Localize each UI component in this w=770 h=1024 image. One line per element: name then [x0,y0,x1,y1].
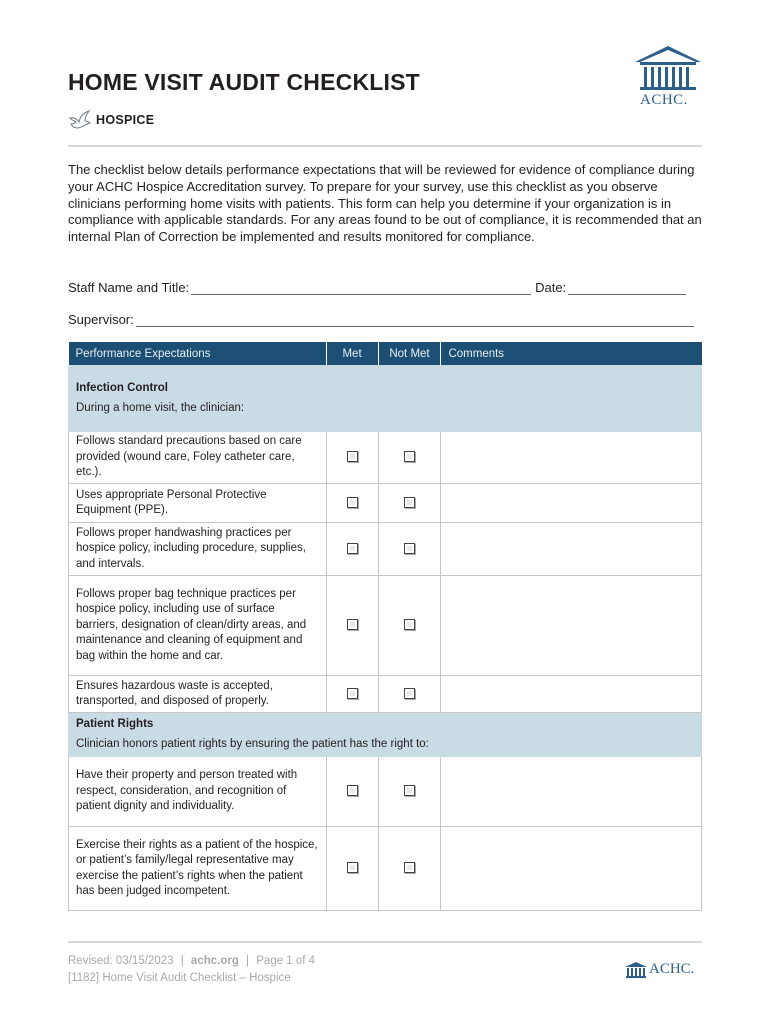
not-met-checkbox[interactable] [404,688,415,699]
section-row-patient-rights [69,713,702,757]
not-met-cell [378,757,441,827]
row-text: Have their property and person treated with respect, consideration, and recognition of patient dignity and individuality. [69,757,327,827]
subtitle-row [68,109,154,131]
comments-cell[interactable] [441,523,702,576]
table-row [69,576,702,676]
row-text: Uses appropriate Personal Protective Equipment (PPE). [69,484,327,523]
dove-icon [68,109,92,131]
section-row-infection-control [69,366,702,432]
checklist-table [68,342,702,911]
section-subtitle: During a home visit, the clinician: [76,401,245,414]
section-cell [69,713,702,757]
not-met-cell [378,827,441,911]
comments-cell[interactable] [441,827,702,911]
comments-cell[interactable] [441,576,702,676]
not-met-cell [378,432,441,484]
not-met-cell [378,576,441,676]
table-row [69,432,702,484]
footer-logo [624,960,704,980]
table-row [69,523,702,576]
footer-page-number: Page 1 of 4 [256,955,316,967]
header-not-met: Not Met [378,342,441,366]
comments-cell[interactable] [441,676,702,713]
row-text: Exercise their rights as a patient of the hospice, or patient’s family/legal representative may exercise the patient’s rights when the patient has been judged incompetent. [69,827,327,911]
section-title: Patient Rights [76,718,154,730]
footer-divider [68,941,702,943]
not-met-checkbox[interactable] [404,862,415,873]
table-row [69,484,702,523]
not-met-checkbox[interactable] [404,497,415,508]
met-cell [326,484,378,523]
met-checkbox[interactable] [347,688,358,699]
met-cell [326,757,378,827]
comments-cell[interactable] [441,757,702,827]
page-title: HOME VISIT AUDIT CHECKLIST [68,69,420,95]
met-checkbox[interactable] [347,862,358,873]
not-met-cell [378,676,441,713]
not-met-checkbox[interactable] [404,451,415,462]
footer-site-link[interactable]: achc.org [190,955,239,967]
not-met-checkbox[interactable] [404,619,415,630]
page-subtitle: HOSPICE [96,113,155,127]
met-checkbox[interactable] [347,497,358,508]
table-row [69,827,702,911]
footer-separator: | [246,955,250,967]
met-cell [326,523,378,576]
supervisor-label: Supervisor: [68,312,134,327]
not-met-cell [378,484,441,523]
met-checkbox[interactable] [347,785,358,796]
table-row [69,757,702,827]
met-cell [326,827,378,911]
row-text: Follows proper bag technique practices per hospice policy, including use of surface barriers, designation of clean/dirty areas, and maintenance and cleaning of equipment and bag within the home and car. [69,576,327,676]
supervisor-field-row [68,312,694,327]
header-met: Met [326,342,378,366]
met-cell [326,676,378,713]
met-cell [326,432,378,484]
met-checkbox[interactable] [347,543,358,554]
row-text: Ensures hazardous waste is accepted, transported, and disposed of properly. [69,676,327,713]
staff-label: Staff Name and Title: [68,280,190,295]
footer-logo-text: ACHC. [649,961,695,977]
date-input[interactable] [568,283,686,295]
footer-revised: Revised: 03/15/2023 [68,955,174,967]
footer-logo-icon [624,961,648,979]
section-cell [69,366,702,432]
row-text: Follows standard precautions based on care provided (wound care, Foley catheter care, etc.). [69,432,327,484]
section-subtitle: Clinician honors patient rights by ensuring the patient has the right to: [76,737,429,750]
met-checkbox[interactable] [347,619,358,630]
section-title: Infection Control [76,382,168,394]
comments-cell[interactable] [441,432,702,484]
met-cell [326,576,378,676]
comments-cell[interactable] [441,484,702,523]
date-label: Date: [535,280,567,295]
table-header-row [69,342,702,366]
staff-name-input[interactable] [191,283,531,295]
met-checkbox[interactable] [347,451,358,462]
row-text: Follows proper handwashing practices per hospice policy, including procedure, supplies, and intervals. [69,523,327,576]
table-row [69,676,702,713]
achc-logo-text: ACHC. [640,92,688,108]
footer-doc-title: [1182] Home Visit Audit Checklist – Hospice [68,972,291,984]
header-divider [68,145,702,147]
intro-paragraph: The checklist below details performance expectations that will be reviewed for evidence of compliance during your ACHC Hospice Accreditation survey. To prepare for your survey, use this checklist as you observe clinicians performing home visits with patients. This form can help you determine if your organization is in compliance with applicable standards. For any areas found to be out of compliance, it is recommended that an internal Plan of Correction be implemented and results monitored for compliance. [68,162,702,245]
staff-field-row [68,280,686,295]
supervisor-input[interactable] [136,315,694,327]
not-met-cell [378,523,441,576]
header-comments: Comments [441,342,702,366]
not-met-checkbox[interactable] [404,785,415,796]
footer-separator: | [180,955,184,967]
header-performance: Performance Expectations [69,342,327,366]
footer-line-1 [68,955,315,967]
not-met-checkbox[interactable] [404,543,415,554]
